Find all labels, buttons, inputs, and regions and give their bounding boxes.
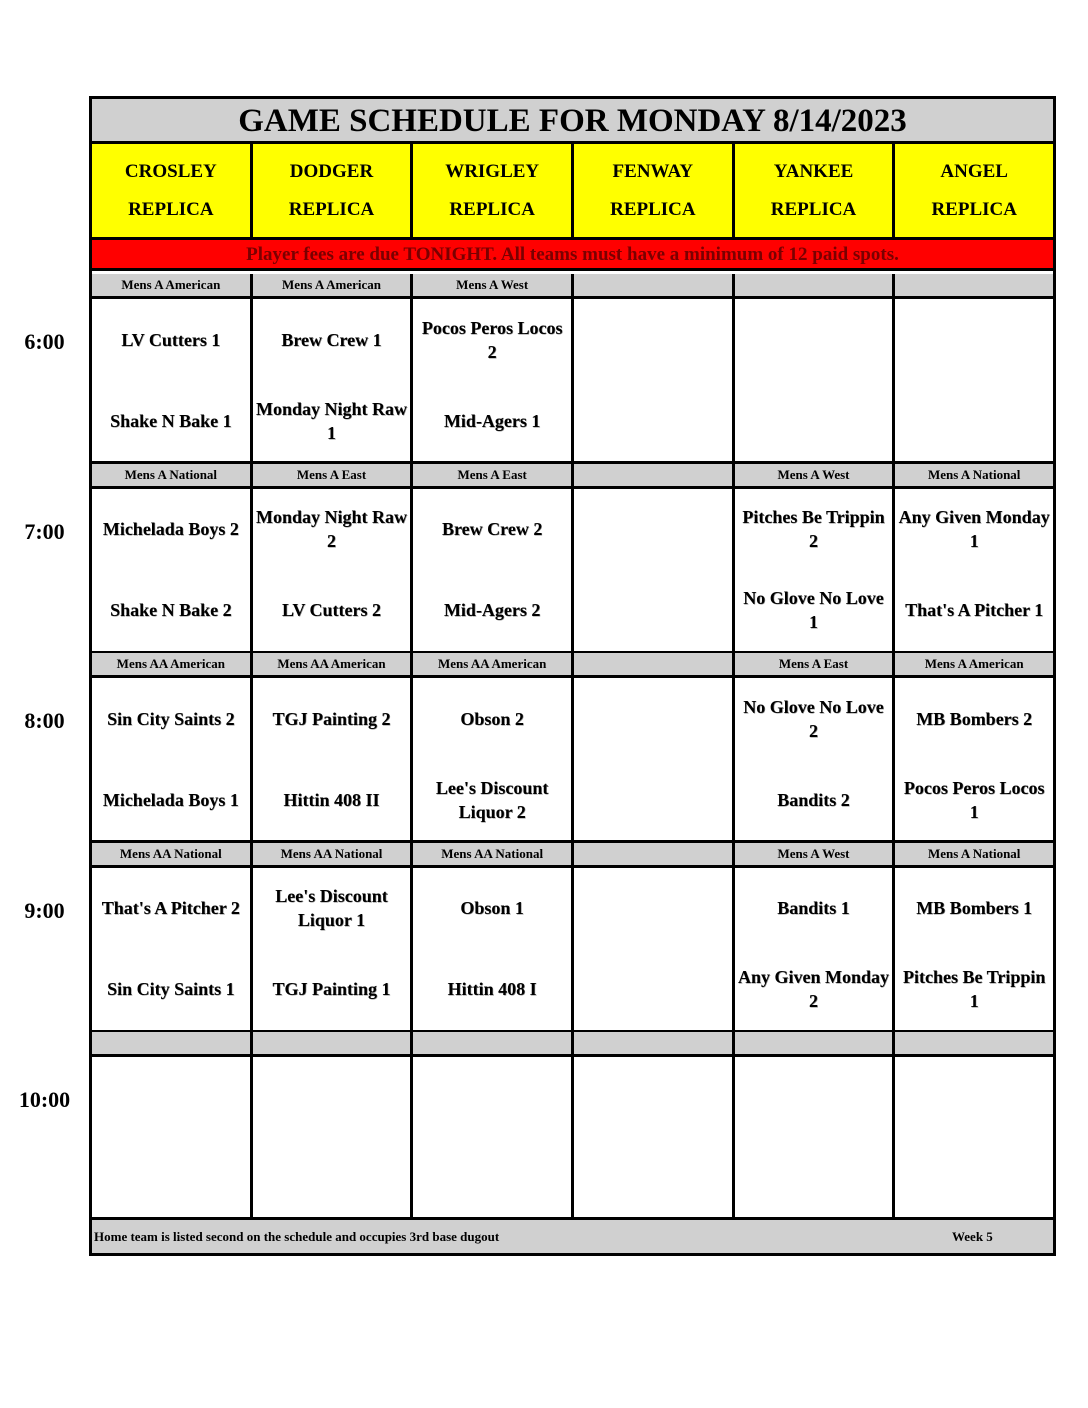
home-team: Shake N Bake 1: [110, 410, 232, 431]
division-row: [92, 653, 1053, 678]
game-cell: [92, 678, 253, 840]
game-cell: [413, 868, 574, 1030]
home-team: TGJ Painting 1: [272, 979, 391, 999]
away-team: TGJ Painting 2: [272, 708, 391, 729]
division-label: Mens AA American: [253, 653, 414, 675]
footer-note: Home team is listed second on the schedule and occupies 3rd base dugout: [94, 1229, 500, 1244]
field-header-row: [92, 144, 1053, 237]
game-row: [92, 299, 1053, 464]
division-label: Mens A East: [735, 653, 896, 675]
away-team: MB Bombers 2: [916, 708, 1033, 729]
field-sub: REPLICA: [128, 198, 214, 220]
home-team: LV Cutters 2: [282, 600, 382, 620]
game-cell: [895, 868, 1053, 1030]
field-header: [92, 144, 253, 237]
home-team: Hittin 408 I: [447, 979, 537, 999]
game-cell: [413, 678, 574, 840]
division-label: Mens A National: [92, 464, 253, 486]
game-row: [92, 1057, 1053, 1222]
home-team: [735, 380, 893, 461]
division-label: Mens AA National: [413, 843, 574, 865]
game-cell: [574, 489, 735, 651]
home-team: [895, 1138, 1053, 1219]
game-cell: [413, 489, 574, 651]
field-header: [735, 144, 896, 237]
away-team: [574, 678, 732, 759]
game-cell: [574, 299, 735, 461]
field-name: YANKEE: [773, 160, 854, 182]
away-team: [735, 299, 893, 380]
home-team: [574, 759, 732, 840]
away-team: [253, 1057, 411, 1138]
away-team: Obson 2: [460, 708, 524, 729]
division-label: Mens A East: [253, 464, 414, 486]
division-label: [735, 274, 896, 296]
footer-bar: [92, 1217, 1053, 1253]
game-cell: [92, 868, 253, 1030]
game-cell: [574, 868, 735, 1030]
home-team: [574, 1138, 732, 1219]
game-row: [92, 489, 1053, 654]
home-team: Shake N Bake 2: [110, 600, 232, 620]
away-team: Bandits 1: [777, 898, 850, 918]
away-team: [895, 299, 1053, 380]
game-cell: [735, 1057, 896, 1219]
game-cell: [253, 489, 414, 651]
division-label: Mens A American: [895, 653, 1053, 675]
game-cell: [574, 1057, 735, 1219]
away-team: [574, 489, 732, 570]
away-team: [735, 1057, 893, 1138]
field-sub: REPLICA: [931, 198, 1017, 220]
home-team: Sin City Saints 1: [107, 979, 235, 999]
game-cell: [92, 1057, 253, 1219]
time-slot-block: [92, 843, 1053, 1033]
division-label: Mens A West: [735, 843, 896, 865]
division-label: [574, 653, 735, 675]
field-name: ANGEL: [940, 160, 1008, 182]
division-label: Mens A American: [253, 274, 414, 296]
field-sub: REPLICA: [449, 198, 535, 220]
home-team: Bandits 2: [777, 789, 850, 810]
home-team: [895, 380, 1053, 461]
division-row: [92, 1032, 1053, 1057]
division-row: [92, 274, 1053, 299]
game-row: [92, 678, 1053, 843]
away-team: Brew Crew 2: [442, 519, 543, 539]
division-label: [574, 1032, 735, 1054]
division-label: [92, 1032, 253, 1054]
time-slot-block: [92, 653, 1053, 843]
game-cell: [735, 489, 896, 651]
game-cell: [413, 1057, 574, 1219]
division-label: [253, 1032, 414, 1054]
away-team: Monday Night Raw 2: [256, 507, 408, 551]
division-row: [92, 843, 1053, 868]
home-team: Lee's Discount Liquor 2: [435, 777, 549, 822]
away-team: [574, 299, 732, 380]
game-cell: [253, 299, 414, 461]
game-row: [92, 868, 1053, 1033]
away-team: MB Bombers 1: [916, 898, 1033, 918]
field-header: [574, 144, 735, 237]
game-cell: [735, 299, 896, 461]
away-team: LV Cutters 1: [121, 329, 221, 350]
away-team: Brew Crew 1: [281, 329, 382, 350]
home-team: Any Given Monday 2: [738, 967, 890, 1011]
home-team: No Glove No Love 1: [743, 588, 884, 632]
game-cell: [253, 868, 414, 1030]
away-team: Any Given Monday 1: [898, 507, 1050, 551]
division-row: [92, 464, 1053, 489]
home-team: Hittin 408 II: [283, 789, 380, 810]
home-team: [574, 380, 732, 461]
away-team: Obson 1: [460, 898, 524, 918]
game-cell: [92, 489, 253, 651]
division-label: [895, 1032, 1053, 1054]
home-team: Pocos Peros Locos 1: [903, 777, 1045, 822]
division-label: Mens A West: [413, 274, 574, 296]
home-team: Pitches Be Trippin 1: [903, 967, 1046, 1011]
game-cell: [895, 489, 1053, 651]
game-cell: [413, 299, 574, 461]
division-label: [574, 843, 735, 865]
division-label: [574, 274, 735, 296]
home-team: [92, 1138, 250, 1219]
away-team: That's A Pitcher 2: [101, 898, 240, 918]
schedule-sheet: [89, 96, 1056, 1256]
time-label: 7:00: [24, 518, 65, 544]
division-label: Mens AA National: [253, 843, 414, 865]
away-team: [413, 1057, 571, 1138]
division-label: Mens A West: [735, 464, 896, 486]
division-label: Mens AA American: [92, 653, 253, 675]
home-team: [413, 1138, 571, 1219]
time-slot-block: [92, 464, 1053, 654]
field-header: [895, 144, 1053, 237]
time-label: 6:00: [24, 329, 65, 354]
game-cell: [253, 678, 414, 840]
away-team: [574, 1057, 732, 1138]
field-sub: REPLICA: [770, 198, 857, 220]
field-name: DODGER: [289, 160, 374, 182]
player-fee-notice: Player fees are due TONIGHT. All teams must have a minimum of 12 paid spots.: [92, 237, 1053, 271]
division-label: [574, 464, 735, 486]
division-label: Mens A American: [92, 274, 253, 296]
home-team: Monday Night Raw 1: [256, 398, 408, 443]
division-label: [413, 1032, 574, 1054]
field-name: FENWAY: [612, 160, 694, 182]
home-team: That's A Pitcher 1: [905, 600, 1044, 620]
time-label: 10:00: [18, 1087, 71, 1112]
away-team: [92, 1057, 250, 1138]
field-name: CROSLEY: [124, 160, 217, 182]
away-team: [895, 1057, 1053, 1138]
time-label: 9:00: [24, 897, 65, 923]
away-team: No Glove No Love 2: [743, 696, 884, 741]
home-team: Mid-Agers 1: [443, 410, 541, 431]
home-team: Michelada Boys 1: [102, 789, 239, 810]
home-team: Mid-Agers 2: [443, 600, 541, 620]
division-label: Mens AA National: [92, 843, 253, 865]
time-label: 8:00: [24, 708, 65, 733]
division-label: [735, 1032, 896, 1054]
game-cell: [895, 1057, 1053, 1219]
away-team: Michelada Boys 2: [102, 519, 239, 539]
game-cell: [895, 299, 1053, 461]
away-team: Lee's Discount Liquor 1: [275, 886, 388, 930]
home-team: [574, 949, 732, 1030]
time-slot-block: [92, 1032, 1053, 1222]
away-team: Sin City Saints 2: [107, 708, 235, 729]
division-label: [895, 274, 1053, 296]
game-cell: [253, 1057, 414, 1219]
time-slot-block: [92, 274, 1053, 464]
division-label: Mens A National: [895, 464, 1053, 486]
division-label: Mens AA American: [413, 653, 574, 675]
division-label: Mens A National: [895, 843, 1053, 865]
home-team: [253, 1138, 411, 1219]
game-cell: [895, 678, 1053, 840]
division-label: Mens A East: [413, 464, 574, 486]
away-team: Pitches Be Trippin 2: [742, 507, 885, 551]
away-team: Pocos Peros Locos 2: [421, 317, 563, 362]
field-header: [413, 144, 574, 237]
game-cell: [735, 868, 896, 1030]
page-title: GAME SCHEDULE FOR MONDAY 8/14/2023: [92, 99, 1053, 144]
away-team: [574, 868, 732, 949]
home-team: [735, 1138, 893, 1219]
field-sub: REPLICA: [288, 198, 375, 220]
game-cell: [735, 678, 896, 840]
field-sub: REPLICA: [610, 198, 696, 220]
field-header: [253, 144, 414, 237]
field-name: WRIGLEY: [445, 160, 540, 182]
game-cell: [574, 678, 735, 840]
week-label: Week 5: [952, 1229, 993, 1244]
game-cell: [92, 299, 253, 461]
home-team: [574, 570, 732, 651]
